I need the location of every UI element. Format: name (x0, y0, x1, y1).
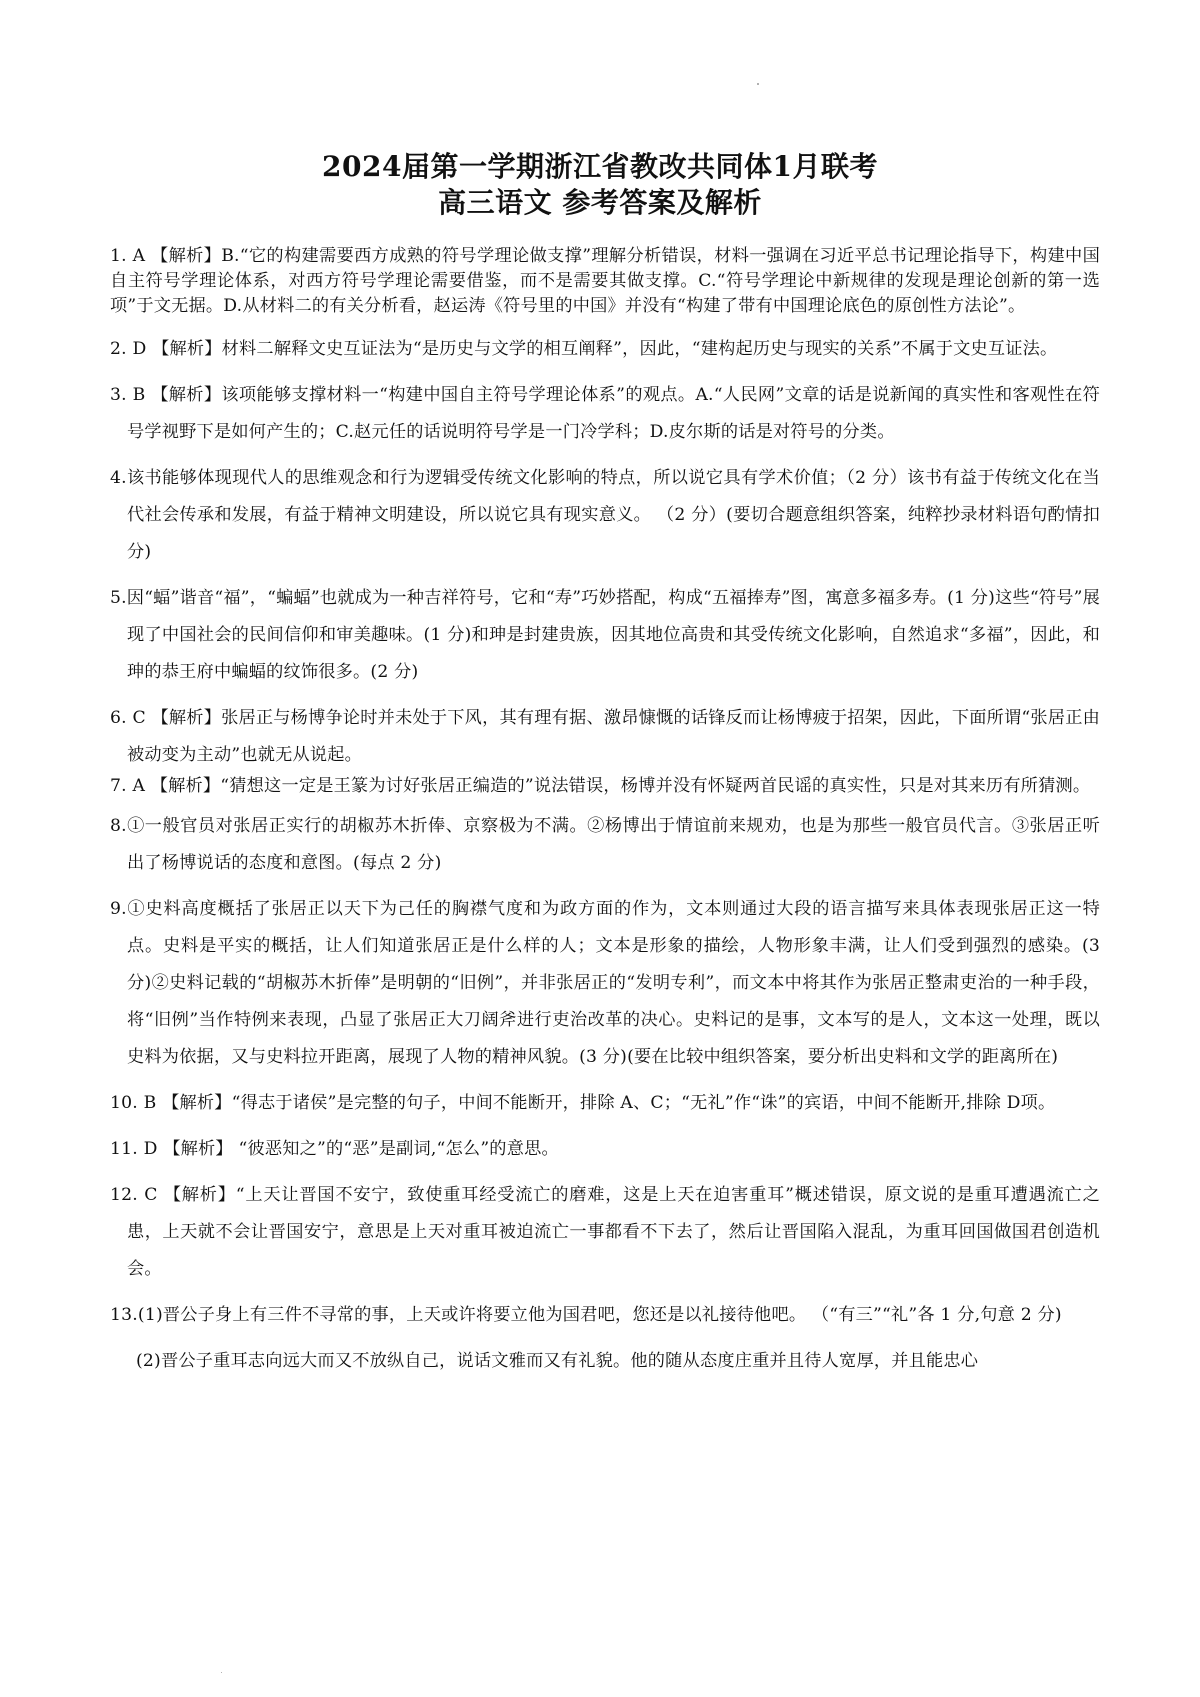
answer-item-13-2: (2)晋公子重耳志向远大而又不放纵自己，说话文雅而又有礼貌。他的随从态度庄重并且待人宽厚，并且能忠心 (136, 1351, 979, 1371)
scan-speck (221, 1672, 222, 1673)
exam-title: 2024届第一学期浙江省教改共同体1月联考 (322, 150, 878, 183)
answer-item-1: 1. A 【解析】B.“它的构建需要西方成熟的符号学理论做支撑”理解分析错误，材料一强调在习近平总书记理论指导下，构建中国自主符号学理论体系，对西方符号学理论需要借鉴，而不是需要其做支撑。C.“符号学理论中新规律的发现是理论创新的第一选项”于文无据。D.从材料二的有关分析看，赵运涛《符号里的中国》并没有“构建了带有中国理论底色的原创性方法论”。 (110, 246, 1100, 316)
answer-item-13-1: 13.(1)晋公子身上有三件不寻常的事，上天或许将要立他为国君吧，您还是以礼接待他吧。 （“有三”“礼”各 1 分,句意 2 分) (110, 1305, 1062, 1325)
answer-item-7: 7. A 【解析】“猜想这一定是王篆为讨好张居正编造的”说法错误，杨博并没有怀疑两首民谣的真实性，只是对其来历有所猜测。 (110, 776, 1091, 796)
answer-item-2: 2. D 【解析】材料二解释文史互证法为“是历史与文学的相互阐释”，因此，“建构起历史与现实的关系”不属于文史互证法。 (110, 339, 1058, 359)
answer-item-4: 4.该书能够体现现代人的思维观念和行为逻辑受传统文化影响的特点，所以说它具有学术价值；（2 分）该书有益于传统文化在当代社会传承和发展，有益于精神文明建设，所以说它具有现实意义。 （2 分）(要切合题意组织答案，纯粹抄录材料语句酌情扣分) (110, 468, 1100, 562)
answer-item-8: 8.①一般官员对张居正实行的胡椒苏木折俸、京察极为不满。②杨博出于情谊前来规劝，也是为那些一般官员代言。③张居正听出了杨博说话的态度和意图。(每点 2 分) (110, 816, 1100, 873)
answer-item-6: 6. C 【解析】张居正与杨博争论时并未处于下风，其有理有据、激昂慷慨的话锋反而让杨博疲于招架，因此，下面所谓“张居正由被动变为主动”也就无从说起。 (110, 708, 1100, 765)
answer-list (110, 244, 1100, 1380)
answer-item-3: 3. B 【解析】该项能够支撑材料一“构建中国自主符号学理论体系”的观点。A.“人民网”文章的话是说新闻的真实性和客观性在符号学视野下是如何产生的；C.赵元任的话说明符号学是一门冷学科；D.皮尔斯的话是对符号的分类。 (110, 385, 1100, 442)
answer-item-10: 10. B 【解析】“得志于诸侯”是完整的句子，中间不能断开，排除 A、C；“无礼”作“诛”的宾语，中间不能断开,排除 D项。 (110, 1093, 1056, 1113)
answer-item-12: 12. C 【解析】“上天让晋国不安宁，致使重耳经受流亡的磨难，这是上天在迫害重耳”概述错误，原文说的是重耳遭遇流亡之患，上天就不会让晋国安宁，意思是上天对重耳被迫流亡一事都看不下去了，然后让晋国陷入混乱，为重耳回国做国君创造机会。 (110, 1185, 1100, 1279)
answer-item-11: 11. D 【解析】 “彼恶知之”的“恶”是副词,“怎么”的意思。 (110, 1139, 559, 1159)
answer-item-5: 5.因“蝠”谐音“福”，“蝙蝠”也就成为一种吉祥符号，它和“寿”巧妙搭配，构成“五福捧寿”图，寓意多福多寿。(1 分)这些“符号”展现了中国社会的民间信仰和审美趣味。(1 分)和珅是封建贵族，因其地位高贵和其受传统文化影响，自然追求“多福”，因此，和珅的恭王府中蝙蝠的纹饰很多。(2 分) (110, 588, 1100, 682)
exam-subtitle: 高三语文 参考答案及解析 (438, 186, 762, 219)
scan-speck (757, 83, 759, 85)
answer-item-9: 9.①史料高度概括了张居正以天下为己任的胸襟气度和为政方面的作为，文本则通过大段的语言描写来具体表现张居正这一特点。史料是平实的概括，让人们知道张居正是什么样的人；文本是形象的描绘，人物形象丰满，让人们受到强烈的感染。(3 分)②史料记载的“胡椒苏木折俸”是明朝的“旧例”，并非张居正的“发明专利”，而文本中将其作为张居正整肃吏治的一种手段，将“旧例”当作特例来表现，凸显了张居正大刀阔斧进行吏治改革的决心。史料记的是事，文本写的是人，文本这一处理，既以史料为依据，又与史料拉开距离，展现了人物的精神风貌。(3 分)(要在比较中组织答案，要分析出史料和文学的距离所在) (110, 899, 1100, 1067)
